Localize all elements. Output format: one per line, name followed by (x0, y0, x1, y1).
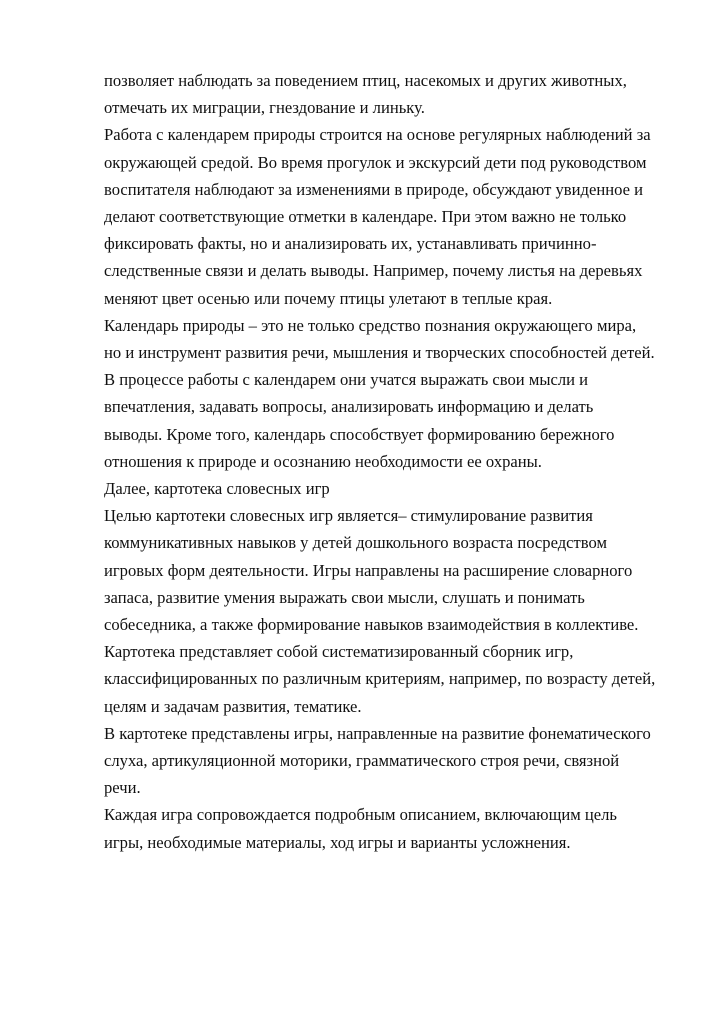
text-line: В картотеке представлены игры, направленные на развитие фонематического (104, 723, 651, 743)
text-line: Каждая игра сопровождается подробным описанием, включающим цель (104, 805, 617, 825)
text-line: собеседника, а также формирование навыков взаимодействия в коллективе. (104, 615, 639, 635)
text-line: отношения к природе и осознанию необходимости ее охраны. (104, 451, 542, 471)
text-line: окружающей средой. Во время прогулок и экскурсий дети под руководством (104, 152, 647, 172)
text-line: Календарь природы – это не только средство познания окружающего мира, (104, 315, 637, 335)
text-line: запаса, развитие умения выражать свои мысли, слушать и понимать (104, 587, 585, 607)
text-line: В процессе работы с календарем они учатся выражать свои мысли и (104, 370, 589, 390)
text-line: целям и задачам развития, тематике. (104, 696, 362, 716)
text-line: Работа с календарем природы строится на основе регулярных наблюдений за (104, 125, 651, 145)
text-line: Целью картотеки словесных игр является– стимулирование развития (104, 506, 593, 526)
text-line: выводы. Кроме того, календарь способствует формированию бережного (104, 424, 615, 444)
text-line: Далее, картотека словесных игр (104, 479, 330, 499)
text-line: воспитателя наблюдают за изменениями в природе, обсуждают увиденное и (104, 179, 643, 199)
text-line: слуха, артикуляционной моторики, грамматического строя речи, связной (104, 751, 620, 771)
text-line: впечатления, задавать вопросы, анализировать информацию и делать (104, 397, 594, 417)
text-line: игры, необходимые материалы, ход игры и варианты усложнения. (104, 832, 571, 852)
text-line: Картотека представляет собой систематизированный сборник игр, (104, 642, 574, 662)
text-line: речи. (104, 778, 141, 798)
text-line: игровых форм деятельности. Игры направлены на расширение словарного (104, 560, 633, 580)
text-line: отмечать их миграции, гнездование и линьку. (104, 98, 425, 118)
text-line: но и инструмент развития речи, мышления и творческих способностей детей. (104, 343, 655, 363)
text-line: фиксировать факты, но и анализировать их, устанавливать причинно- (104, 234, 597, 254)
text-line: следственные связи и делать выводы. Например, почему листья на деревьях (104, 261, 643, 281)
text-line: позволяет наблюдать за поведением птиц, насекомых и других животных, (104, 71, 627, 90)
text-line: классифицированных по различным критериям, например, по возрасту детей, (104, 669, 656, 689)
text-line: меняют цвет осенью или почему птицы улетают в теплые края. (104, 288, 553, 308)
text-line: коммуникативных навыков у детей дошкольного возраста посредством (104, 533, 607, 553)
document-body (104, 67, 694, 856)
text-line: делают соответствующие отметки в календаре. При этом важно не только (104, 207, 627, 227)
